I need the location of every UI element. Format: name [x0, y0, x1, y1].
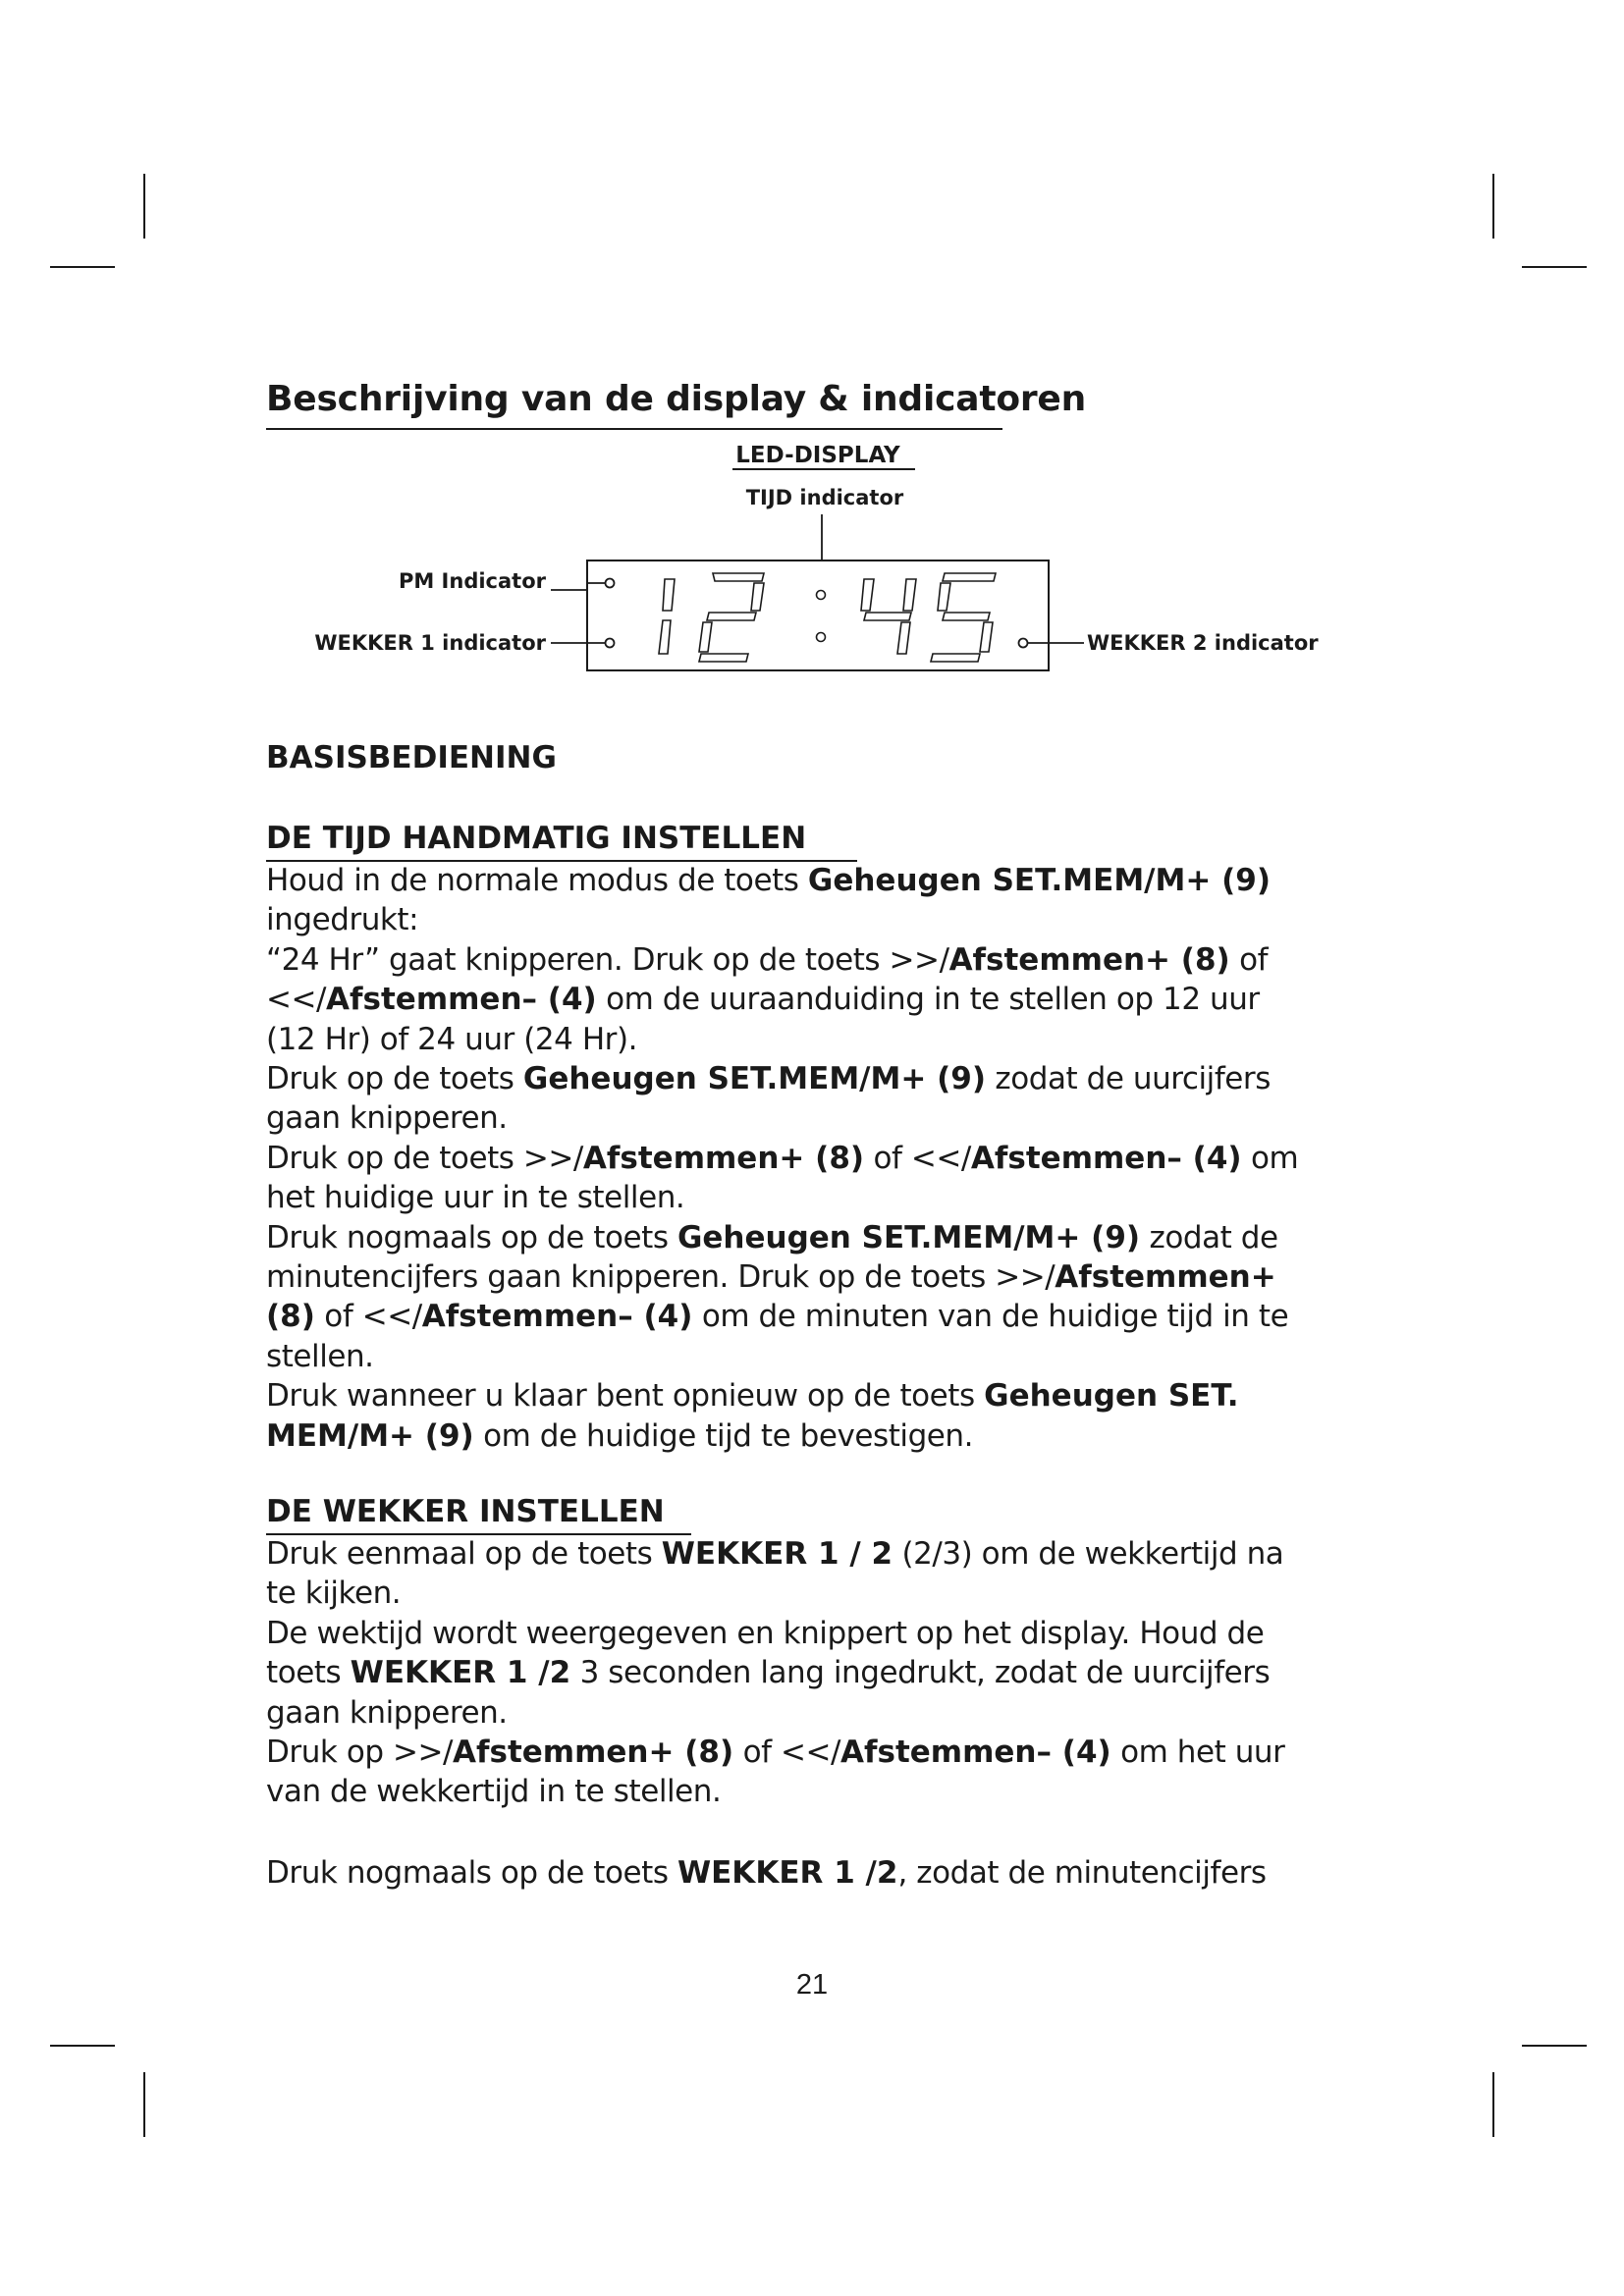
- text-line: (12 Hr) of 24 uur (24 Hr).: [266, 1021, 638, 1057]
- text-line: De wektijd wordt weergegeven en knippert op het display. Houd de: [266, 1615, 1265, 1651]
- text-line: ingedrukt:: [266, 902, 419, 938]
- wekker2-indicator-label: WEKKER 2 indicator: [1087, 631, 1319, 655]
- wekker2-indicator-dot: [1019, 639, 1028, 648]
- text-line: (8) of <</Afstemmen– (4) om de minuten van de huidige tijd in te: [266, 1299, 1289, 1335]
- pm-indicator-label: PM Indicator: [398, 569, 546, 593]
- colon-dot-top: [817, 591, 826, 600]
- text-line: Druk eenmaal op de toets WEKKER 1 / 2 (2/3) om de wekkertijd na: [266, 1536, 1284, 1572]
- tijd-indicator-label: TIJD indicator: [745, 486, 904, 509]
- text-line: “24 Hr” gaat knipperen. Druk op de toets >>/Afstemmen+ (8) of: [266, 941, 1269, 978]
- section-heading-wekker-instellen: DE WEKKER INSTELLEN: [266, 1494, 665, 1529]
- text-line: <</Afstemmen– (4) om de uuraanduiding in te stellen op 12 uur: [266, 982, 1260, 1018]
- text-line: Druk op de toets >>/Afstemmen+ (8) of <</Afstemmen– (4) om: [266, 1140, 1299, 1176]
- wekker-instellen-text: [266, 1534, 1385, 1812]
- text-line: Druk op >>/Afstemmen+ (8) of <</Afstemmen– (4) om het uur: [266, 1735, 1285, 1771]
- crop-mark: [1492, 174, 1494, 239]
- text-line: Druk wanneer u klaar bent opnieuw op de toets Geheugen SET.: [266, 1378, 1239, 1415]
- crop-mark: [1522, 2045, 1587, 2047]
- text-line: Druk nogmaals op de toets WEKKER 1 /2, zodat de minutencijfers: [266, 1855, 1267, 1891]
- crop-mark: [50, 266, 115, 268]
- crop-mark: [143, 174, 145, 239]
- page-number: 21: [795, 1969, 829, 2001]
- text-line: Druk nogmaals op de toets Geheugen SET.MEM/M+ (9) zodat de: [266, 1219, 1278, 1255]
- led-display-diagram: [314, 432, 1335, 687]
- pm-indicator-dot: [606, 579, 615, 588]
- colon-dot-bottom: [817, 633, 826, 642]
- text-line: gaan knipperen.: [266, 1100, 508, 1137]
- crop-mark: [1522, 266, 1587, 268]
- title-underline: [266, 428, 1002, 430]
- section-heading-tijd-instellen: DE TIJD HANDMATIG INSTELLEN: [266, 821, 807, 856]
- text-line: te kijken.: [266, 1575, 402, 1612]
- wekker-trailing-text: [266, 1853, 1385, 1893]
- text-line: Houd in de normale modus de toets Geheugen SET.MEM/M+ (9): [266, 863, 1272, 898]
- page-title: Beschrijving van de display & indicatoren: [266, 379, 1087, 419]
- crop-mark: [50, 2045, 115, 2047]
- led-display-heading: LED-DISPLAY: [735, 443, 900, 468]
- crop-mark: [1492, 2072, 1494, 2137]
- text-line: van de wekkertijd in te stellen.: [266, 1774, 722, 1810]
- crop-mark: [143, 2072, 145, 2137]
- wekker1-indicator-dot: [606, 639, 615, 648]
- text-line: Druk op de toets Geheugen SET.MEM/M+ (9) zodat de uurcijfers: [266, 1061, 1271, 1097]
- tijd-instellen-text: [266, 861, 1385, 1456]
- text-line: gaan knipperen.: [266, 1694, 508, 1731]
- text-line: stellen.: [266, 1338, 374, 1374]
- text-line: minutencijfers gaan knipperen. Druk op de toets >>/Afstemmen+: [266, 1259, 1276, 1296]
- text-line: toets WEKKER 1 /2 3 seconden lang ingedrukt, zodat de uurcijfers: [266, 1655, 1271, 1691]
- wekker1-indicator-label: WEKKER 1 indicator: [314, 631, 546, 655]
- section-heading-basisbediening: BASISBEDIENING: [266, 740, 557, 775]
- text-line: MEM/M+ (9) om de huidige tijd te bevestigen.: [266, 1417, 974, 1454]
- text-line: het huidige uur in te stellen.: [266, 1180, 685, 1216]
